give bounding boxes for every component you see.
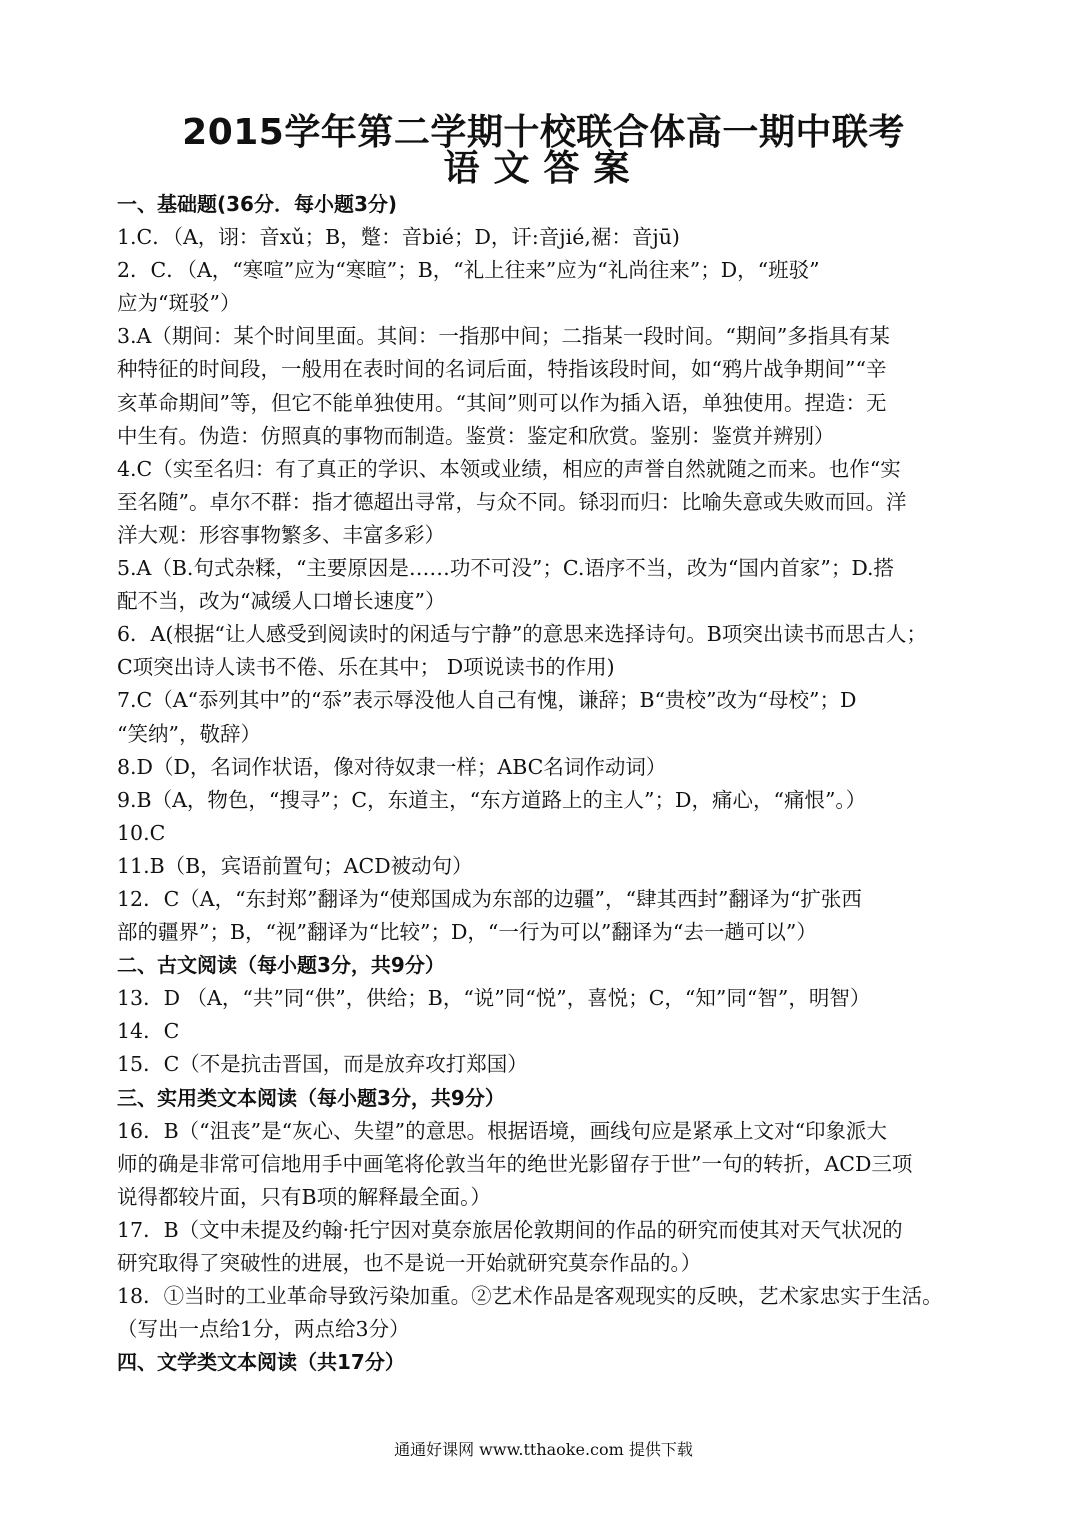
answer-line: 师的确是非常可信地用手中画笔将伦敦当年的绝世光影留存于世”一句的转折，ACD三项 — [117, 1151, 913, 1176]
answer-line: （写出一点给1分，两点给3分） — [117, 1317, 410, 1342]
answer-line: 应为“斑驳”） — [117, 291, 241, 316]
answer-line: 至名随”。卓尔不群：指才德超出寻常，与众不同。铩羽而归：比喻失意或失败而回。洋 — [117, 489, 907, 514]
section-heading: 二、古文阅读（每小题3分，共9分） — [117, 953, 445, 978]
answer-line: 洋大观：形容事物繁多、丰富多彩） — [117, 522, 445, 547]
answer-line: 10.C — [117, 820, 166, 845]
answer-line: 说得都较片面，只有B项的解释最全面。） — [117, 1184, 491, 1209]
answer-line: 部的疆界”；B，“视”翻译为“比较”；D，“一行为可以”翻译为“去一趟可以”） — [117, 920, 817, 945]
answer-line: C项突出诗人读书不倦、乐在其中； D项说读书的作用) — [117, 655, 615, 680]
section-heading: 一、基础题(36分．每小题3分) — [117, 192, 398, 216]
answer-line: 18．①当时的工业革命导致污染加重。②艺术作品是客观现实的反映，艺术家忠实于生活。 — [117, 1284, 943, 1309]
answer-line: 17．B（文中未提及约翰·托宁因对莫奈旅居伦敦期间的作品的研究而使其对天气状况的 — [117, 1217, 903, 1242]
answer-line: 12．C（A，“东封郑”翻译为“使郑国成为东部的边疆”，“肆其西封”翻译为“扩张西 — [117, 886, 862, 911]
answer-line: 2．C．（A，“寒喧”应为“寒暄”；B，“礼上往来”应为“礼尚往来”；D，“班驳” — [117, 258, 820, 283]
answer-line: 9.B（A，物色，“搜寻”；C，东道主，“东方道路上的主人”；D，痛心，“痛恨”。） — [117, 787, 867, 812]
answer-line: “笑纳”，敬辞） — [117, 721, 261, 746]
answer-line: 13．D （A，“共”同“供”，供给；B，“说”同“悦”，喜悦；C，“知”同“智”，明智） — [117, 986, 871, 1011]
answer-line: 6．A(根据“让人感受到阅读时的闲适与宁静”的意思来选择诗句。B项突出读书而思古人； — [117, 622, 927, 647]
answer-line: 14．C — [117, 1019, 180, 1044]
answer-content — [117, 188, 972, 1379]
answer-line: 7.C（A“忝列其中”的“忝”表示辱没他人自己有愧，谦辞；B“贵校”改为“母校”；D — [117, 688, 857, 713]
section-heading: 三、实用类文本阅读（每小题3分，共9分） — [117, 1085, 505, 1110]
document-subtitle: 语文答案 — [443, 148, 644, 189]
answer-line: 5.A（B.句式杂糅，“主要原因是……功不可没”；C.语序不当，改为“国内首家”；D.搭 — [117, 556, 895, 581]
answer-line: 1.C．（A，诩：音xǔ；B，蹩：音bié；D，讦:音jié,裾：音jū) — [117, 225, 680, 250]
answer-line: 16．B（“沮丧”是“灰心、失望”的意思。根据语境，画线句应是紧承上文对“印象派大 — [117, 1118, 888, 1143]
answer-line: 15．C（不是抗击晋国，而是放弃攻打郑国） — [117, 1052, 528, 1077]
answer-line: 3.A（期间：某个时间里面。其间：一指那中间；二指某一段时间。“期间”多指具有某 — [117, 324, 890, 349]
section-heading: 四、文学类文本阅读（共17分） — [117, 1350, 405, 1375]
answer-line: 亥革命期间”等，但它不能单独使用。“其间”则可以作为插入语，单独使用。捏造：无 — [117, 390, 887, 415]
answer-line: 4.C（实至名归：有了真正的学识、本领或业绩，相应的声誉自然就随之而来。也作“实 — [117, 456, 901, 481]
footer-note: 通通好课网 www.tthaoke.com 提供下载 — [394, 1440, 693, 1459]
answer-line: 11.B（B，宾语前置句；ACD被动句） — [117, 853, 473, 878]
answer-line: 中生有。伪造：仿照真的事物而制造。鉴赏：鉴定和欣赏。鉴别：鉴赏并辨别） — [117, 423, 835, 448]
answer-line: 8.D（D，名词作状语，像对待奴隶一样；ABC名词作动词） — [117, 754, 667, 779]
answer-line: 种特征的时间段，一般用在表时间的名词后面，特指该段时间，如“鸦片战争期间”“辛 — [117, 357, 887, 382]
answer-line: 配不当，改为“减缓人口增长速度”） — [117, 589, 446, 614]
answer-line: 研究取得了突破性的进展，也不是说一开始就研究莫奈作品的。） — [117, 1251, 702, 1275]
document-title: 2015学年第二学期十校联合体高一期中联考 — [182, 112, 905, 153]
